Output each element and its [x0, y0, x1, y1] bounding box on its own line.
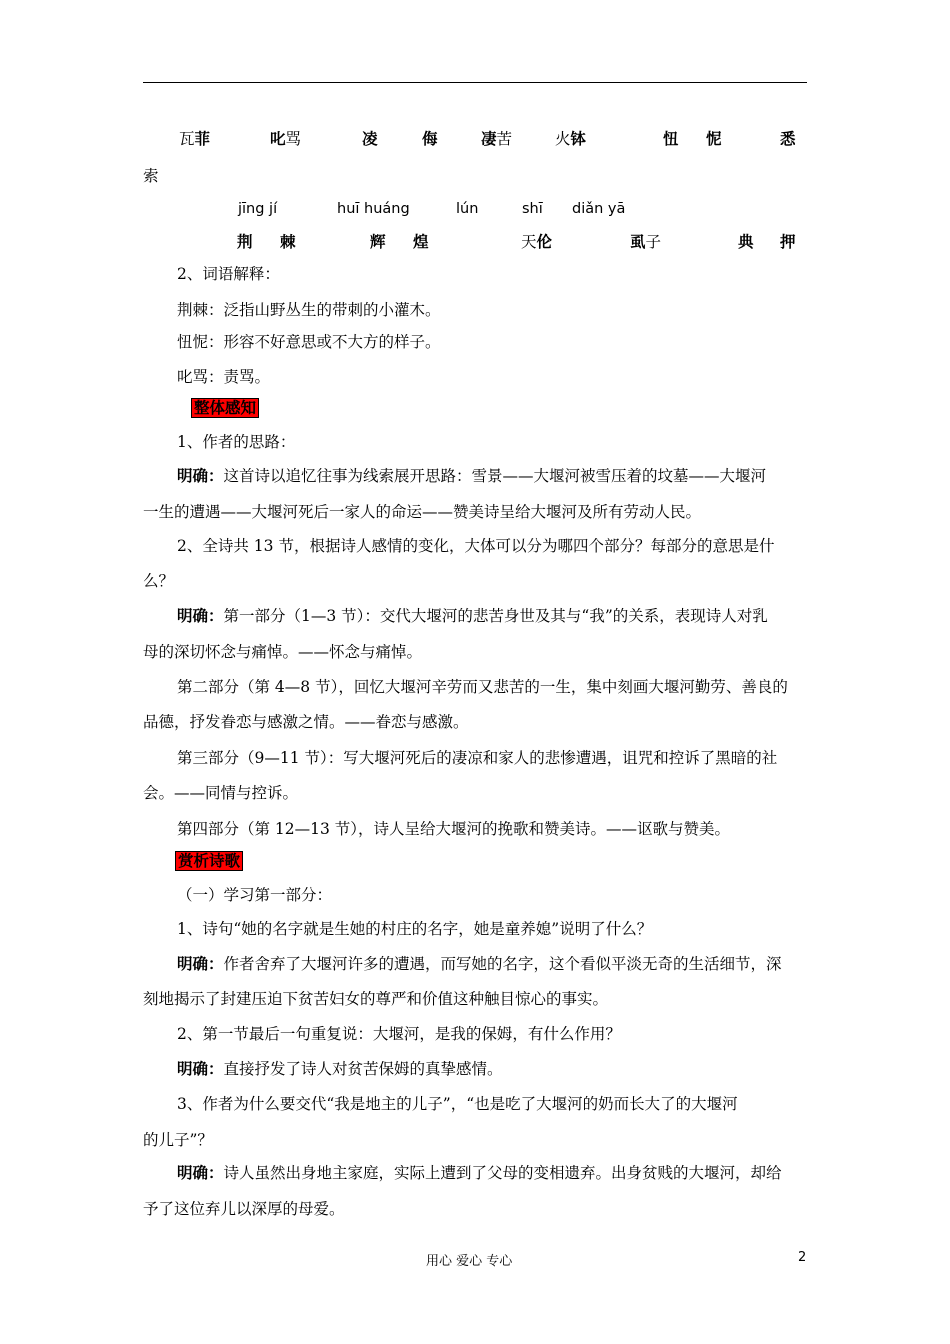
pinyin-row — [0, 199, 950, 219]
pinyin-item: lún — [456, 201, 479, 217]
character-row-1 — [0, 129, 950, 149]
word: 忸 — [663, 129, 679, 148]
word: 凌 — [362, 129, 378, 148]
section-tag-label: 整体感知 — [191, 398, 259, 418]
word: 瓦菲 — [179, 129, 211, 148]
word: 虱子 — [630, 232, 662, 251]
paragraph-continued: 会。——同情与控诉。 — [143, 784, 299, 802]
question-continued: 么？ — [143, 572, 175, 590]
word: 荆 — [237, 232, 253, 251]
answer-label: 明确： — [177, 466, 224, 485]
vocab-item: 荆棘：泛指山野丛生的带刺的小灌木。 — [177, 301, 441, 319]
word: 典 — [738, 232, 754, 251]
answer-continued: 一生的遭遇——大堰河死后一家人的命运——赞美诗呈给大堰河及所有劳动人民。 — [143, 503, 702, 521]
word: 天伦 — [521, 232, 553, 251]
word: 火钵 — [555, 129, 587, 148]
question: 2、第一节最后一句重复说：大堰河，是我的保姆，有什么作用？ — [177, 1025, 621, 1043]
vocab-item: 忸怩：形容不好意思或不大方的样子。 — [177, 333, 441, 351]
answer-continued: 予了这位弃儿以深厚的母爱。 — [143, 1200, 345, 1218]
word: 辉 — [370, 232, 386, 251]
word: 叱骂 — [270, 129, 302, 148]
answer: 明确：这首诗以追忆往事为线索展开思路：雪景——大堰河被雪压着的坟墓——大堰河 — [177, 466, 767, 485]
question: 1、作者的思路： — [177, 433, 296, 451]
footer-motto: 用心 爱心 专心 — [426, 1254, 513, 1269]
answer: 明确：诗人虽然出身地主家庭，实际上遭到了父母的变相遗弃。出身贫贱的大堰河，却给 — [177, 1163, 782, 1182]
header-rule — [143, 82, 807, 83]
word: 棘 — [280, 232, 296, 251]
word: 悉 — [780, 129, 796, 148]
section-tag-overall — [191, 398, 259, 418]
pinyin-item: jīng jí — [238, 201, 278, 217]
subheading: （一）学习第一部分： — [177, 886, 333, 904]
word: 煌 — [413, 232, 429, 251]
question: 3、作者为什么要交代“我是地主的儿子”，“也是吃了大堰河的奶而长大了的大堰河 — [177, 1095, 738, 1113]
section-tag-appreciation — [175, 851, 243, 871]
answer: 明确：作者舍弃了大堰河许多的遭遇，而写她的名字，这个看似平淡无奇的生活细节，深 — [177, 954, 782, 973]
answer-continued: 刻地揭示了封建压迫下贫苦妇女的尊严和价值这种触目惊心的事实。 — [143, 990, 609, 1008]
paragraph: 第三部分（9—11 节）：写大堰河死后的凄凉和家人的悲惨遭遇，诅咒和控诉了黑暗的社 — [177, 749, 778, 767]
question: 1、诗句“她的名字就是生她的村庄的名字，她是童养媳”说明了什么？ — [177, 920, 653, 938]
paragraph-continued: 品德，抒发眷恋与感激之情。——眷恋与感激。 — [143, 713, 469, 731]
character-row-3 — [0, 232, 950, 252]
word: 怩 — [706, 129, 722, 148]
page-number: 2 — [798, 1250, 807, 1265]
word: 凄苦 — [481, 129, 513, 148]
question-continued: 的儿子”？ — [143, 1131, 213, 1149]
character-row-1-wrap: 索 — [143, 167, 159, 185]
answer-label: 明确： — [177, 606, 224, 625]
word: 押 — [780, 232, 796, 251]
question: 2、全诗共 13 节，根据诗人感情的变化，大体可以分为哪四个部分？每部分的意思是什 — [177, 537, 775, 555]
answer-continued: 母的深切怀念与痛悼。——怀念与痛悼。 — [143, 643, 423, 661]
answer: 明确：直接抒发了诗人对贫苦保姆的真挚感情。 — [177, 1059, 503, 1078]
answer-label: 明确： — [177, 1163, 224, 1182]
vocab-item: 叱骂：责骂。 — [177, 368, 271, 386]
section-tag-label: 赏析诗歌 — [175, 851, 243, 871]
pinyin-item: diǎn yā — [572, 201, 626, 217]
paragraph: 第二部分（第 4—8 节），回忆大堰河辛劳而又悲苦的一生，集中刻画大堰河勤劳、善良的 — [177, 678, 788, 696]
answer-label: 明确： — [177, 1059, 224, 1078]
answer-label: 明确： — [177, 954, 224, 973]
word: 侮 — [422, 129, 438, 148]
pinyin-item: huī huáng — [337, 201, 410, 217]
vocab-heading: 2、词语解释： — [177, 265, 280, 283]
pinyin-item: shī — [522, 201, 543, 217]
answer: 明确：第一部分（1—3 节）：交代大堰河的悲苦身世及其与“我”的关系，表现诗人对乳 — [177, 606, 768, 625]
paragraph: 第四部分（第 12—13 节），诗人呈给大堰河的挽歌和赞美诗。——讴歌与赞美。 — [177, 820, 731, 838]
